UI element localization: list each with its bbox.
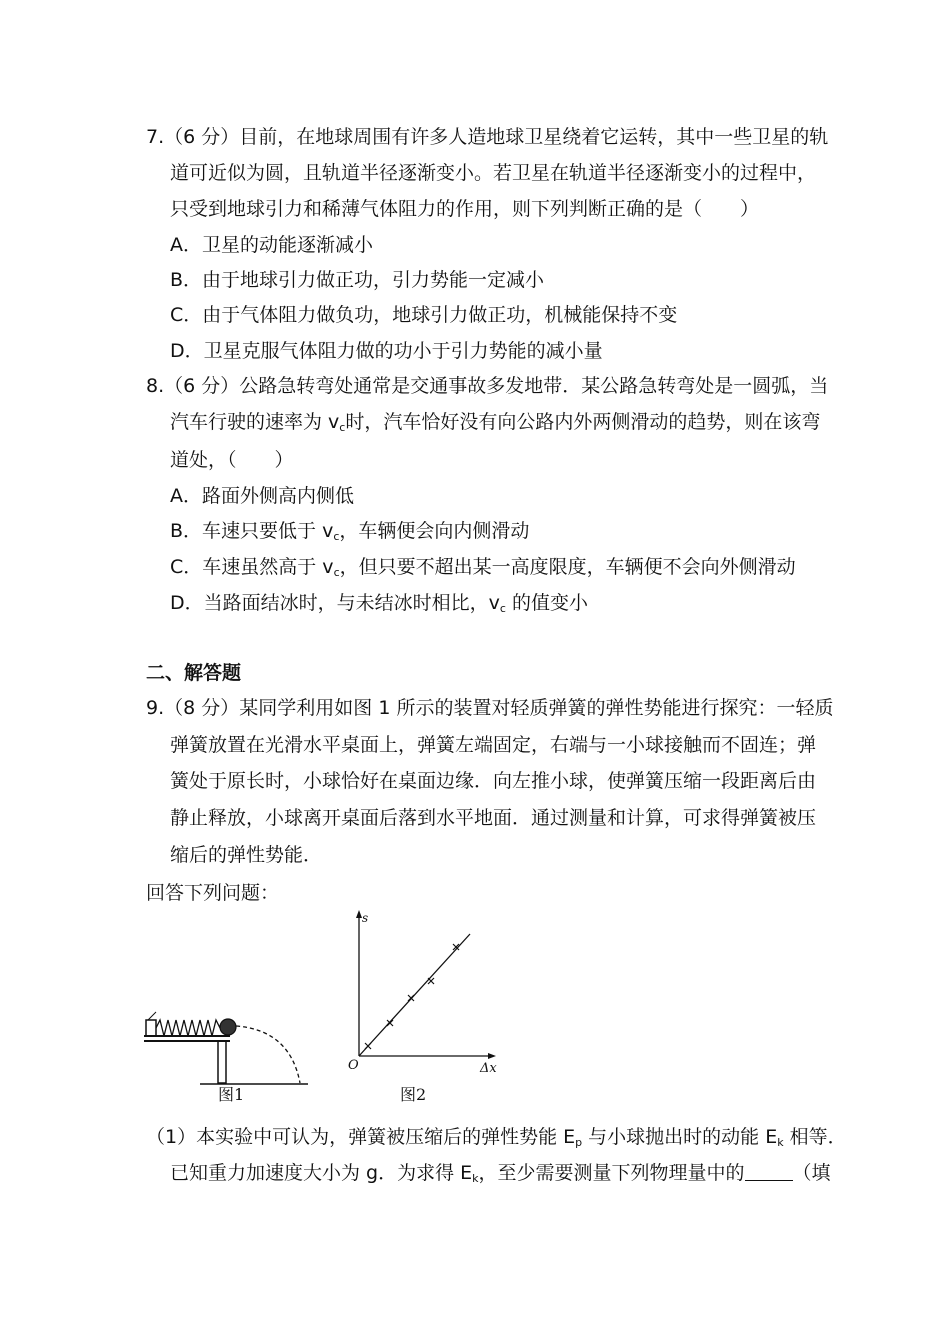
q7-stem-line1: 目前，在地球周围有许多人造地球卫星绕着它运转，其中一些卫星的轨 bbox=[239, 126, 829, 148]
q9-stem-line1: 某同学利用如图 1 所示的装置对轻质弹簧的弹性势能进行探究：一轻质 bbox=[239, 697, 834, 719]
fig1-wall-block bbox=[146, 1020, 156, 1036]
q9-sub1-line2-b: ，至少需要测量下列物理量中的 bbox=[478, 1162, 745, 1184]
q8-option-b bbox=[170, 518, 529, 550]
q8-option-a: A．路面外侧高内侧低 bbox=[170, 485, 354, 507]
q9-prompt: 回答下列问题： bbox=[146, 882, 280, 904]
fig2-point bbox=[365, 1043, 371, 1049]
fig2-x-arrow bbox=[488, 1053, 496, 1059]
fig2-origin-label: O bbox=[348, 1058, 359, 1073]
q9-sub1-line2-a: 已知重力加速度大小为 g．为求得 E bbox=[170, 1162, 473, 1184]
q8-option-d-b: 的值变小 bbox=[505, 592, 588, 614]
q8-option-c-a: C．车速虽然高于 v bbox=[170, 556, 334, 578]
q7-option-d: D．卫星克服气体阻力做的功小于引力势能的减小量 bbox=[170, 340, 603, 362]
q8-stem-line2-a: 汽车行驶的速率为 v bbox=[170, 411, 340, 433]
fig1-spring bbox=[156, 1020, 220, 1036]
q7-score: （6 分） bbox=[164, 126, 240, 148]
q7-number bbox=[146, 124, 828, 150]
q8-option-d-sub: c bbox=[499, 602, 506, 615]
fig1-caption: 图1 bbox=[218, 1085, 245, 1104]
q8-option-b-b: ，车辆便会向内侧滑动 bbox=[339, 520, 530, 542]
q7-stem-line2: 道可近似为圆，且轨道半径逐渐变小。若卫星在轨道半径逐渐变小的过程中， bbox=[170, 162, 817, 184]
q8-stem-line1: 公路急转弯处通常是交通事故多发地带．某公路急转弯处是一圆弧，当 bbox=[239, 375, 829, 397]
section-heading: 二、解答题 bbox=[146, 662, 242, 684]
q8-number: 8. bbox=[146, 375, 165, 397]
fig2-fit-line bbox=[359, 934, 470, 1056]
q7-option-b: B．由于地球引力做正功，引力势能一定减小 bbox=[170, 269, 545, 291]
q8-option-c bbox=[170, 554, 796, 586]
fig2-x-label: Δx bbox=[480, 1061, 497, 1076]
q8-option-c-b: ，但只要不超出某一高度限度，车辆便不会向外侧滑动 bbox=[339, 556, 796, 578]
q7-number-text: 7. bbox=[146, 126, 165, 148]
fig2-caption: 图2 bbox=[400, 1085, 427, 1104]
q9-header bbox=[146, 695, 833, 721]
q9-stem-line3: 簧处于原长时，小球恰好在桌面边缘．向左推小球，使弹簧压缩一段距离后由 bbox=[170, 770, 817, 792]
figure-1-apparatus bbox=[140, 908, 520, 1108]
q8-option-c-sub: c bbox=[333, 566, 340, 579]
q9-sub1-line2 bbox=[170, 1160, 831, 1192]
q7-option-a: A．卫星的动能逐渐减小 bbox=[170, 234, 373, 256]
q9-sub1-sub-p: p bbox=[575, 1136, 583, 1149]
q8-option-d-a: D．当路面结冰时，与未结冰时相比，v bbox=[170, 592, 500, 614]
fig2-point bbox=[428, 978, 434, 984]
q9-figures bbox=[140, 908, 520, 1108]
q8-stem-line2 bbox=[170, 409, 820, 441]
q9-stem-line4: 静止释放，小球离开桌面后落到水平地面．通过测量和计算，可求得弹簧被压 bbox=[170, 807, 817, 829]
q9-stem-line5: 缩后的弹性势能． bbox=[170, 844, 323, 866]
q8-stem-line2-sub: c bbox=[339, 421, 346, 434]
q8-header bbox=[146, 373, 828, 399]
q9-sub1-line2-sub: k bbox=[472, 1172, 479, 1185]
q8-stem-line2-b: 时，汽车恰好没有向公路内外两侧滑动的趋势，则在该弯 bbox=[345, 411, 821, 433]
q9-number: 9. bbox=[146, 697, 165, 719]
fig1-wall-hatch bbox=[148, 1012, 156, 1020]
q8-score: （6 分） bbox=[164, 375, 240, 397]
q9-sub1-sub-k: k bbox=[777, 1136, 784, 1149]
fig1-trajectory bbox=[236, 1026, 300, 1083]
q7-stem-line3: 只受到地球引力和稀薄气体阻力的作用，则下列判断正确的是（ ） bbox=[170, 198, 760, 220]
fig1-ball bbox=[220, 1019, 236, 1035]
fig2-point bbox=[387, 1020, 393, 1026]
q8-option-b-sub: c bbox=[333, 530, 340, 543]
q8-stem-line3: 道处，（ ） bbox=[170, 449, 294, 471]
fig1-table-leg bbox=[218, 1041, 226, 1083]
q9-sub1-line1-c: 相等． bbox=[783, 1126, 847, 1148]
q7-option-c: C．由于气体阻力做负功，地球引力做正功，机械能保持不变 bbox=[170, 304, 678, 326]
fig2-point bbox=[408, 995, 414, 1001]
q9-score: （8 分） bbox=[164, 697, 240, 719]
q8-option-b-a: B．车速只要低于 v bbox=[170, 520, 334, 542]
q9-sub1-line1-a: （1）本实验中可认为，弹簧被压缩后的弹性势能 E bbox=[146, 1126, 576, 1148]
q9-sub1-line1-b: 与小球抛出时的动能 E bbox=[582, 1126, 778, 1148]
q9-stem-line2: 弹簧放置在光滑水平桌面上，弹簧左端固定，右端与一小球接触而不固连；弹 bbox=[170, 734, 817, 756]
q9-sub1-line2-c: （填 bbox=[792, 1162, 831, 1184]
q9-sub1-line1 bbox=[146, 1124, 847, 1156]
fig2-y-label: s bbox=[362, 911, 369, 925]
q8-option-d bbox=[170, 590, 588, 622]
answer-blank[interactable] bbox=[745, 1162, 793, 1181]
